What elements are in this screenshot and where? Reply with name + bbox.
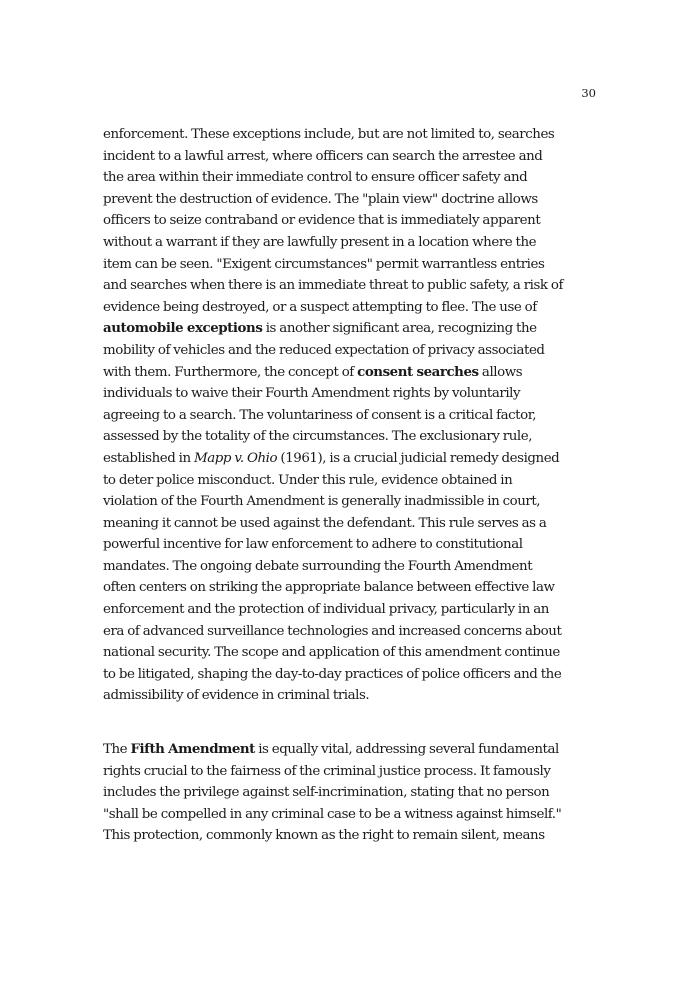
text-line: era of advanced surveillance technologies and increased concerns about (103, 623, 562, 639)
text-fragment: allows (478, 364, 523, 380)
text-line: mobility of vehicles and the reduced expectation of privacy associated (103, 342, 545, 358)
text-line: without a warrant if they are lawfully present in a location where the (103, 234, 537, 250)
text-line: rights crucial to the fairness of the criminal justice process. It famously (103, 763, 551, 779)
text-line: often centers on striking the appropriate balance between effective law (103, 580, 555, 596)
text-line (103, 362, 600, 384)
text-line: enforcement. These exceptions include, but are not limited to, searches (103, 127, 555, 142)
text-line: enforcement and the protection of individual privacy, particularly in an (103, 602, 549, 618)
text-fragment: is another significant area, recognizing the (262, 321, 537, 337)
body-paragraph-fifth-amendment (103, 739, 600, 847)
text-line: mandates. The ongoing debate surrounding the Fourth Amendment (103, 558, 533, 574)
body-paragraph-fourth-amendment (103, 124, 600, 707)
page-number: 30 (581, 86, 596, 100)
text-line: includes the privilege against self-incrimination, stating that no person (103, 785, 550, 801)
text-line: This protection, commonly known as the right to remain silent, means (103, 828, 545, 844)
text-line (103, 739, 600, 761)
text-line: meaning it cannot be used against the defendant. This rule serves as a (103, 515, 547, 531)
text-fragment: with them. Furthermore, the concept of (103, 364, 358, 380)
bold-term-consent-searches: consent searches (357, 363, 479, 380)
text-line: incident to a lawful arrest, where officers can search the arrestee and (103, 148, 543, 164)
text-line: agreeing to a search. The voluntariness of consent is a critical factor, (103, 407, 536, 423)
case-citation-mapp-v-ohio: Mapp v. Ohio (193, 450, 278, 466)
text-line: national security. The scope and application of this amendment continue (103, 645, 560, 661)
bold-term-automobile-exceptions: automobile exceptions (103, 320, 263, 337)
text-line (103, 318, 600, 340)
text-line: individuals to waive their Fourth Amendment rights by voluntarily (103, 386, 521, 402)
text-line: to deter police misconduct. Under this rule, evidence obtained in (103, 472, 513, 488)
text-line: assessed by the totality of the circumstances. The exclusionary rule, (103, 429, 533, 445)
text-line: and searches when there is an immediate threat to public safety, a risk of (103, 278, 564, 294)
text-fragment: The (103, 742, 131, 757)
text-line: powerful incentive for law enforcement to adhere to constitutional (103, 537, 523, 553)
text-line: violation of the Fourth Amendment is generally inadmissible in court, (103, 494, 541, 510)
text-line: officers to seize contraband or evidence that is immediately apparent (103, 213, 541, 229)
text-line: evidence being destroyed, or a suspect attempting to flee. The use of (103, 299, 537, 315)
text-line: prevent the destruction of evidence. The "plain view" doctrine allows (103, 191, 538, 207)
text-fragment: established in (103, 450, 194, 466)
text-line: the area within their immediate control to ensure officer safety and (103, 170, 528, 186)
text-line: admissibility of evidence in criminal trials. (103, 688, 370, 704)
text-fragment: (1961), is a crucial judicial remedy designed (277, 450, 560, 466)
text-line: "shall be compelled in any criminal case to be a witness against himself." (103, 806, 562, 822)
text-line: to be litigated, shaping the day-to-day practices of police officers and the (103, 666, 562, 682)
bold-term-fifth-amendment: Fifth Amendment (130, 741, 255, 757)
text-line (103, 448, 600, 470)
text-fragment: is equally vital, addressing several fundamental (254, 742, 559, 757)
text-line: item can be seen. "Exigent circumstances" permit warrantless entries (103, 256, 545, 272)
